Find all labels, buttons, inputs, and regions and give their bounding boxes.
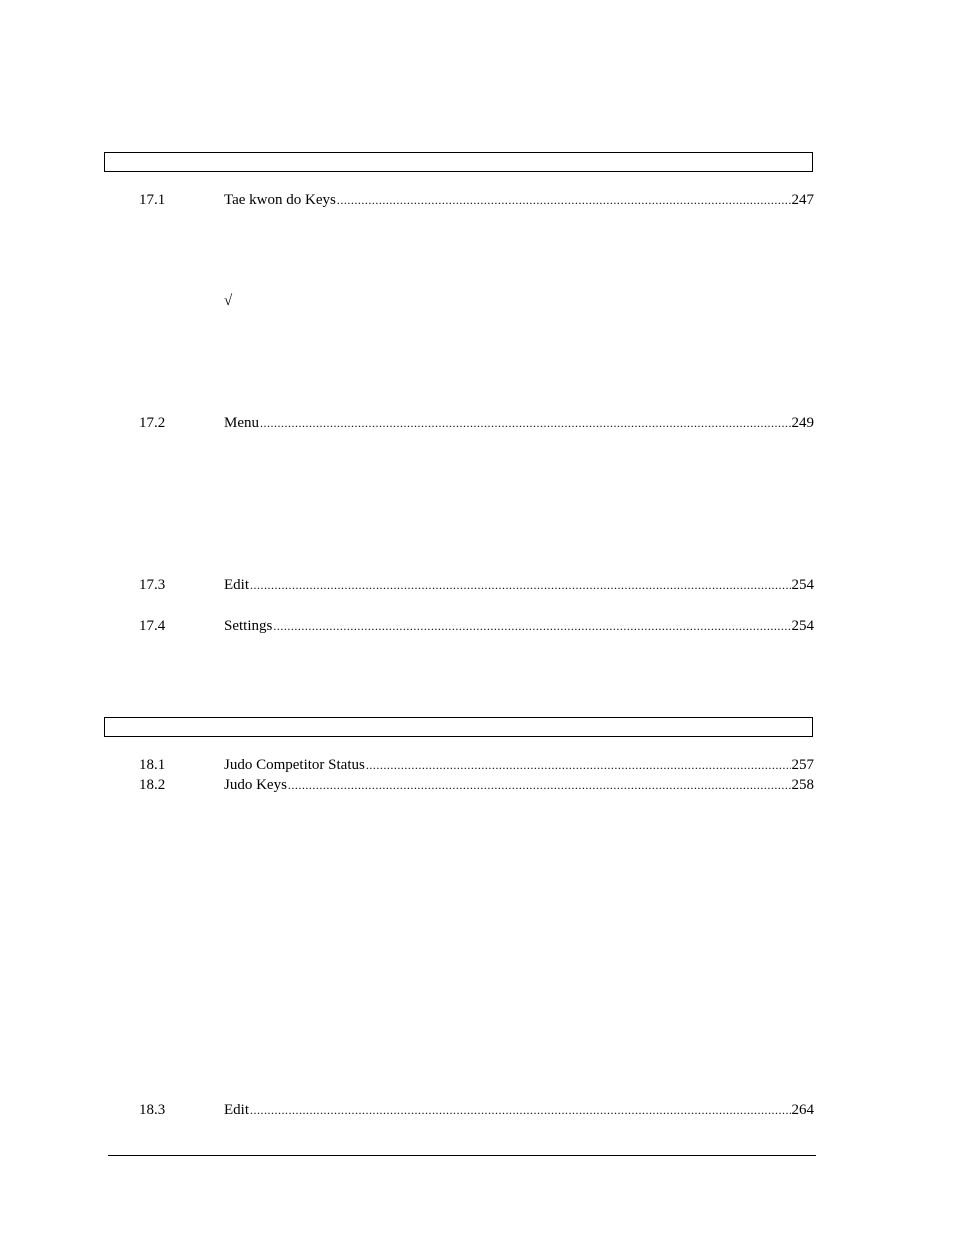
toc-title: Edit [224, 577, 249, 593]
toc-title: Judo Keys [224, 777, 287, 793]
toc-number: 17.4 [139, 618, 166, 634]
chapter-17-heading-box [104, 152, 813, 172]
check-mark-symbol: √ [224, 293, 233, 309]
dot-leader [288, 775, 791, 795]
toc-title: Menu [224, 415, 259, 431]
toc-entry-18-1[interactable] [139, 755, 814, 775]
toc-title: Judo Competitor Status [224, 757, 365, 773]
toc-title: Settings [224, 618, 273, 634]
toc-entry-17-2[interactable] [139, 413, 814, 433]
toc-entry-17-3[interactable] [139, 575, 814, 595]
toc-title: Edit [224, 1102, 249, 1118]
dot-leader [250, 575, 791, 595]
dot-leader [337, 190, 791, 210]
toc-page-number: 264 [791, 1102, 814, 1118]
toc-page-number: 247 [791, 192, 814, 208]
toc-entry-18-2[interactable] [139, 775, 814, 795]
toc-title: Tae kwon do Keys [224, 192, 336, 208]
toc-page-number: 257 [791, 757, 814, 773]
toc-page-number: 249 [791, 415, 814, 431]
dot-leader [260, 413, 791, 433]
dot-leader [273, 616, 790, 636]
toc-number: 18.1 [139, 757, 166, 773]
toc-page-number: 258 [791, 777, 814, 793]
toc-number: 18.2 [139, 777, 166, 793]
toc-number: 18.3 [139, 1102, 166, 1118]
chapter-18-heading-box [104, 717, 813, 737]
dot-leader [366, 755, 791, 775]
toc-page-number: 254 [791, 577, 814, 593]
toc-entry-17-1[interactable] [139, 190, 814, 210]
toc-number: 17.1 [139, 192, 166, 208]
toc-entry-17-4[interactable] [139, 616, 814, 636]
toc-number: 17.2 [139, 415, 166, 431]
toc-number: 17.3 [139, 577, 166, 593]
toc-entry-18-3[interactable] [139, 1100, 814, 1120]
toc-page-number: 254 [791, 618, 814, 634]
footer-rule [108, 1155, 816, 1156]
dot-leader [250, 1100, 791, 1120]
